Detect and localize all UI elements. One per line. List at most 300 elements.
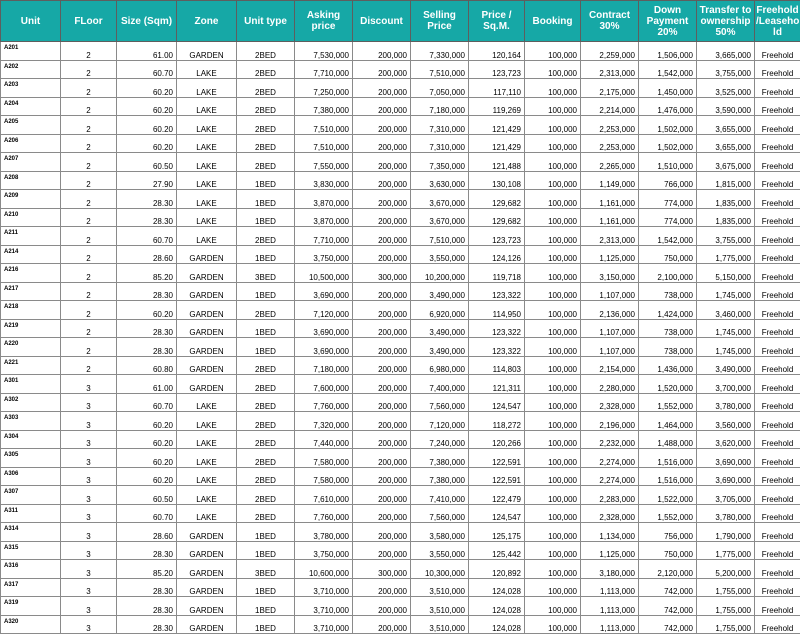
tenure-cell: Freehold	[755, 356, 800, 375]
table-row[interactable]	[1, 116, 800, 135]
asking-price-cell: 7,710,000	[295, 60, 353, 79]
asking-price-cell: 7,580,000	[295, 449, 353, 468]
down-payment-cell: 774,000	[639, 208, 697, 227]
table-row[interactable]	[1, 282, 800, 301]
booking-cell: 100,000	[525, 597, 581, 616]
table-row[interactable]	[1, 338, 800, 357]
transfer-cell: 3,675,000	[697, 153, 755, 172]
transfer-cell: 3,705,000	[697, 486, 755, 505]
zone-cell: LAKE	[177, 467, 237, 486]
down-payment-cell: 1,488,000	[639, 430, 697, 449]
unit-cell: A209	[1, 190, 61, 209]
contract-cell: 2,328,000	[581, 504, 639, 523]
contract-cell: 1,107,000	[581, 338, 639, 357]
table-row[interactable]	[1, 134, 800, 153]
tenure-cell: Freehold	[755, 301, 800, 320]
transfer-cell: 3,690,000	[697, 467, 755, 486]
floor-cell: 3	[61, 560, 117, 579]
unit-cell: A202	[1, 60, 61, 79]
unit-type-cell: 1BED	[237, 338, 295, 357]
booking-cell: 100,000	[525, 412, 581, 431]
asking-price-cell: 3,830,000	[295, 171, 353, 190]
zone-cell: GARDEN	[177, 523, 237, 542]
discount-cell: 200,000	[353, 412, 411, 431]
transfer-cell: 3,755,000	[697, 227, 755, 246]
floor-cell: 3	[61, 486, 117, 505]
floor-cell: 3	[61, 504, 117, 523]
transfer-cell: 3,655,000	[697, 134, 755, 153]
down-payment-cell: 1,502,000	[639, 116, 697, 135]
asking-price-cell: 3,710,000	[295, 615, 353, 634]
table-row[interactable]	[1, 79, 800, 98]
table-row[interactable]	[1, 97, 800, 116]
table-row[interactable]	[1, 319, 800, 338]
price-per-sqm-cell: 121,429	[469, 134, 525, 153]
down-payment-cell: 756,000	[639, 523, 697, 542]
price-per-sqm-cell: 120,266	[469, 430, 525, 449]
zone-cell: LAKE	[177, 486, 237, 505]
table-row[interactable]	[1, 560, 800, 579]
floor-cell: 3	[61, 375, 117, 394]
zone-cell: LAKE	[177, 153, 237, 172]
tenure-cell: Freehold	[755, 449, 800, 468]
selling-price-cell: 7,050,000	[411, 79, 469, 98]
transfer-cell: 1,755,000	[697, 597, 755, 616]
unit-cell: A307	[1, 486, 61, 505]
floor-cell: 2	[61, 79, 117, 98]
down-payment-cell: 738,000	[639, 338, 697, 357]
asking-price-cell: 7,760,000	[295, 504, 353, 523]
unit-type-cell: 2BED	[237, 116, 295, 135]
asking-price-cell: 7,380,000	[295, 97, 353, 116]
unit-type-cell: 1BED	[237, 597, 295, 616]
price-per-sqm-cell: 123,723	[469, 227, 525, 246]
selling-price-cell: 3,490,000	[411, 319, 469, 338]
size-cell: 60.20	[117, 467, 177, 486]
unit-type-cell: 2BED	[237, 412, 295, 431]
booking-cell: 100,000	[525, 467, 581, 486]
selling-price-cell: 7,560,000	[411, 504, 469, 523]
transfer-cell: 3,655,000	[697, 116, 755, 135]
selling-price-cell: 7,380,000	[411, 467, 469, 486]
unit-type-cell: 2BED	[237, 153, 295, 172]
zone-cell: GARDEN	[177, 245, 237, 264]
transfer-cell: 3,755,000	[697, 60, 755, 79]
contract-cell: 2,259,000	[581, 42, 639, 61]
tenure-cell: Freehold	[755, 319, 800, 338]
floor-cell: 2	[61, 282, 117, 301]
down-payment-cell: 1,424,000	[639, 301, 697, 320]
floor-cell: 2	[61, 356, 117, 375]
unit-cell: A315	[1, 541, 61, 560]
down-payment-cell: 750,000	[639, 245, 697, 264]
selling-price-cell: 3,490,000	[411, 282, 469, 301]
booking-cell: 100,000	[525, 375, 581, 394]
zone-cell: GARDEN	[177, 42, 237, 61]
tenure-cell: Freehold	[755, 486, 800, 505]
unit-cell: A205	[1, 116, 61, 135]
table-row[interactable]	[1, 449, 800, 468]
asking-price-cell: 3,870,000	[295, 190, 353, 209]
selling-price-cell: 3,510,000	[411, 615, 469, 634]
table-row[interactable]	[1, 615, 800, 634]
table-row[interactable]	[1, 264, 800, 283]
transfer-cell: 3,665,000	[697, 42, 755, 61]
transfer-cell: 1,745,000	[697, 338, 755, 357]
size-cell: 28.60	[117, 523, 177, 542]
header-unit-type[interactable]: Unit type	[237, 1, 295, 42]
asking-price-cell: 7,610,000	[295, 486, 353, 505]
down-payment-cell: 1,450,000	[639, 79, 697, 98]
unit-cell: A219	[1, 319, 61, 338]
down-payment-cell: 1,542,000	[639, 60, 697, 79]
discount-cell: 200,000	[353, 171, 411, 190]
table-row[interactable]	[1, 504, 800, 523]
contract-cell: 2,283,000	[581, 486, 639, 505]
unit-type-cell: 2BED	[237, 375, 295, 394]
zone-cell: LAKE	[177, 430, 237, 449]
booking-cell: 100,000	[525, 79, 581, 98]
contract-cell: 1,125,000	[581, 541, 639, 560]
contract-cell: 1,161,000	[581, 190, 639, 209]
tenure-cell: Freehold	[755, 338, 800, 357]
discount-cell: 200,000	[353, 79, 411, 98]
asking-price-cell: 7,510,000	[295, 134, 353, 153]
header-booking[interactable]: Booking	[525, 1, 581, 42]
discount-cell: 200,000	[353, 319, 411, 338]
header-price-per-sqm[interactable]: Price / Sq.M.	[469, 1, 525, 42]
table-row[interactable]	[1, 430, 800, 449]
table-row[interactable]	[1, 301, 800, 320]
unit-cell: A210	[1, 208, 61, 227]
asking-price-cell: 7,440,000	[295, 430, 353, 449]
floor-cell: 3	[61, 430, 117, 449]
contract-cell: 1,107,000	[581, 319, 639, 338]
size-cell: 27.90	[117, 171, 177, 190]
transfer-cell: 1,745,000	[697, 319, 755, 338]
header-zone[interactable]: Zone	[177, 1, 237, 42]
size-cell: 60.70	[117, 227, 177, 246]
transfer-cell: 3,780,000	[697, 393, 755, 412]
booking-cell: 100,000	[525, 430, 581, 449]
down-payment-cell: 1,520,000	[639, 375, 697, 394]
down-payment-cell: 1,464,000	[639, 412, 697, 431]
contract-cell: 2,274,000	[581, 467, 639, 486]
down-payment-cell: 750,000	[639, 541, 697, 560]
table-row[interactable]	[1, 356, 800, 375]
contract-cell: 2,274,000	[581, 449, 639, 468]
unit-cell: A306	[1, 467, 61, 486]
tenure-cell: Freehold	[755, 578, 800, 597]
tenure-cell: Freehold	[755, 282, 800, 301]
size-cell: 60.50	[117, 153, 177, 172]
table-row[interactable]	[1, 486, 800, 505]
transfer-cell: 3,590,000	[697, 97, 755, 116]
selling-price-cell: 10,300,000	[411, 560, 469, 579]
asking-price-cell: 3,780,000	[295, 523, 353, 542]
discount-cell: 200,000	[353, 338, 411, 357]
transfer-cell: 1,790,000	[697, 523, 755, 542]
zone-cell: GARDEN	[177, 282, 237, 301]
header-tenure[interactable]: Freehold /Leaseho ld	[755, 1, 800, 42]
booking-cell: 100,000	[525, 116, 581, 135]
header-down-payment[interactable]: Down Payment 20%	[639, 1, 697, 42]
size-cell: 60.70	[117, 504, 177, 523]
price-per-sqm-cell: 130,108	[469, 171, 525, 190]
booking-cell: 100,000	[525, 541, 581, 560]
transfer-cell: 1,745,000	[697, 282, 755, 301]
down-payment-cell: 742,000	[639, 578, 697, 597]
selling-price-cell: 7,380,000	[411, 449, 469, 468]
unit-cell: A314	[1, 523, 61, 542]
zone-cell: GARDEN	[177, 338, 237, 357]
header-transfer[interactable]: Transfer to ownership 50%	[697, 1, 755, 42]
price-per-sqm-cell: 123,723	[469, 60, 525, 79]
down-payment-cell: 1,516,000	[639, 467, 697, 486]
selling-price-cell: 7,560,000	[411, 393, 469, 412]
size-cell: 60.20	[117, 79, 177, 98]
booking-cell: 100,000	[525, 319, 581, 338]
unit-type-cell: 2BED	[237, 467, 295, 486]
selling-price-cell: 3,490,000	[411, 338, 469, 357]
zone-cell: LAKE	[177, 504, 237, 523]
discount-cell: 200,000	[353, 375, 411, 394]
tenure-cell: Freehold	[755, 208, 800, 227]
booking-cell: 100,000	[525, 560, 581, 579]
price-per-sqm-cell: 129,682	[469, 208, 525, 227]
header-selling-price[interactable]: Selling Price	[411, 1, 469, 42]
discount-cell: 200,000	[353, 97, 411, 116]
contract-cell: 2,214,000	[581, 97, 639, 116]
selling-price-cell: 10,200,000	[411, 264, 469, 283]
header-asking-price[interactable]: Asking price	[295, 1, 353, 42]
contract-cell: 2,175,000	[581, 79, 639, 98]
discount-cell: 200,000	[353, 504, 411, 523]
tenure-cell: Freehold	[755, 541, 800, 560]
size-cell: 60.20	[117, 134, 177, 153]
floor-cell: 2	[61, 245, 117, 264]
price-per-sqm-cell: 122,591	[469, 467, 525, 486]
tenure-cell: Freehold	[755, 504, 800, 523]
selling-price-cell: 3,670,000	[411, 208, 469, 227]
floor-cell: 2	[61, 116, 117, 135]
zone-cell: LAKE	[177, 171, 237, 190]
size-cell: 60.20	[117, 301, 177, 320]
unit-type-cell: 1BED	[237, 245, 295, 264]
floor-cell: 3	[61, 393, 117, 412]
zone-cell: GARDEN	[177, 319, 237, 338]
size-cell: 60.80	[117, 356, 177, 375]
contract-cell: 2,313,000	[581, 227, 639, 246]
tenure-cell: Freehold	[755, 79, 800, 98]
floor-cell: 2	[61, 264, 117, 283]
zone-cell: LAKE	[177, 79, 237, 98]
asking-price-cell: 7,320,000	[295, 412, 353, 431]
tenure-cell: Freehold	[755, 393, 800, 412]
table-row[interactable]	[1, 541, 800, 560]
selling-price-cell: 7,120,000	[411, 412, 469, 431]
contract-cell: 2,196,000	[581, 412, 639, 431]
tenure-cell: Freehold	[755, 116, 800, 135]
unit-cell: A218	[1, 301, 61, 320]
table-row[interactable]	[1, 375, 800, 394]
tenure-cell: Freehold	[755, 430, 800, 449]
transfer-cell: 1,755,000	[697, 615, 755, 634]
asking-price-cell: 7,250,000	[295, 79, 353, 98]
unit-cell: A206	[1, 134, 61, 153]
asking-price-cell: 3,870,000	[295, 208, 353, 227]
selling-price-cell: 7,410,000	[411, 486, 469, 505]
tenure-cell: Freehold	[755, 227, 800, 246]
booking-cell: 100,000	[525, 338, 581, 357]
unit-cell: A317	[1, 578, 61, 597]
zone-cell: LAKE	[177, 412, 237, 431]
zone-cell: GARDEN	[177, 301, 237, 320]
unit-cell: A203	[1, 79, 61, 98]
table-row[interactable]	[1, 597, 800, 616]
contract-cell: 1,113,000	[581, 578, 639, 597]
table-row[interactable]	[1, 190, 800, 209]
asking-price-cell: 3,750,000	[295, 541, 353, 560]
tenure-cell: Freehold	[755, 560, 800, 579]
size-cell: 28.30	[117, 190, 177, 209]
transfer-cell: 3,780,000	[697, 504, 755, 523]
tenure-cell: Freehold	[755, 190, 800, 209]
size-cell: 60.70	[117, 60, 177, 79]
price-per-sqm-cell: 122,591	[469, 449, 525, 468]
unit-type-cell: 2BED	[237, 430, 295, 449]
booking-cell: 100,000	[525, 245, 581, 264]
contract-cell: 2,328,000	[581, 393, 639, 412]
transfer-cell: 3,700,000	[697, 375, 755, 394]
unit-type-cell: 2BED	[237, 449, 295, 468]
discount-cell: 200,000	[353, 208, 411, 227]
unit-type-cell: 1BED	[237, 615, 295, 634]
discount-cell: 300,000	[353, 560, 411, 579]
table-row[interactable]	[1, 60, 800, 79]
size-cell: 28.30	[117, 541, 177, 560]
table-row[interactable]	[1, 208, 800, 227]
floor-cell: 2	[61, 42, 117, 61]
contract-cell: 2,154,000	[581, 356, 639, 375]
price-per-sqm-cell: 124,028	[469, 597, 525, 616]
booking-cell: 100,000	[525, 153, 581, 172]
tenure-cell: Freehold	[755, 171, 800, 190]
table-row[interactable]	[1, 523, 800, 542]
booking-cell: 100,000	[525, 356, 581, 375]
header-size[interactable]: Size (Sqm)	[117, 1, 177, 42]
down-payment-cell: 1,552,000	[639, 504, 697, 523]
contract-cell: 2,313,000	[581, 60, 639, 79]
asking-price-cell: 7,760,000	[295, 393, 353, 412]
price-per-sqm-cell: 114,950	[469, 301, 525, 320]
tenure-cell: Freehold	[755, 97, 800, 116]
table-row[interactable]	[1, 227, 800, 246]
tenure-cell: Freehold	[755, 60, 800, 79]
selling-price-cell: 7,310,000	[411, 116, 469, 135]
header-floor[interactable]: FLoor	[61, 1, 117, 42]
unit-cell: A305	[1, 449, 61, 468]
selling-price-cell: 7,510,000	[411, 60, 469, 79]
zone-cell: GARDEN	[177, 615, 237, 634]
transfer-cell: 1,835,000	[697, 208, 755, 227]
table-row[interactable]	[1, 578, 800, 597]
booking-cell: 100,000	[525, 208, 581, 227]
price-per-sqm-cell: 121,311	[469, 375, 525, 394]
size-cell: 61.00	[117, 42, 177, 61]
size-cell: 85.20	[117, 264, 177, 283]
header-discount[interactable]: Discount	[353, 1, 411, 42]
size-cell: 60.20	[117, 449, 177, 468]
asking-price-cell: 3,690,000	[295, 338, 353, 357]
table-row[interactable]	[1, 393, 800, 412]
unit-type-cell: 2BED	[237, 356, 295, 375]
unit-cell: A302	[1, 393, 61, 412]
price-per-sqm-cell: 119,269	[469, 97, 525, 116]
table-row[interactable]	[1, 42, 800, 61]
zone-cell: LAKE	[177, 227, 237, 246]
table-row[interactable]	[1, 153, 800, 172]
size-cell: 28.60	[117, 245, 177, 264]
transfer-cell: 3,460,000	[697, 301, 755, 320]
header-contract[interactable]: Contract 30%	[581, 1, 639, 42]
price-per-sqm-cell: 129,682	[469, 190, 525, 209]
tenure-cell: Freehold	[755, 412, 800, 431]
unit-type-cell: 1BED	[237, 319, 295, 338]
booking-cell: 100,000	[525, 523, 581, 542]
floor-cell: 2	[61, 153, 117, 172]
transfer-cell: 3,690,000	[697, 449, 755, 468]
unit-cell: A316	[1, 560, 61, 579]
zone-cell: GARDEN	[177, 541, 237, 560]
zone-cell: LAKE	[177, 97, 237, 116]
unit-cell: A214	[1, 245, 61, 264]
price-per-sqm-cell: 123,322	[469, 282, 525, 301]
transfer-cell: 5,200,000	[697, 560, 755, 579]
selling-price-cell: 3,550,000	[411, 541, 469, 560]
floor-cell: 2	[61, 208, 117, 227]
table-row[interactable]	[1, 412, 800, 431]
size-cell: 28.30	[117, 597, 177, 616]
size-cell: 28.30	[117, 578, 177, 597]
booking-cell: 100,000	[525, 227, 581, 246]
tenure-cell: Freehold	[755, 264, 800, 283]
table-body	[1, 42, 800, 634]
transfer-cell: 1,775,000	[697, 245, 755, 264]
zone-cell: LAKE	[177, 208, 237, 227]
floor-cell: 3	[61, 467, 117, 486]
selling-price-cell: 7,350,000	[411, 153, 469, 172]
zone-cell: GARDEN	[177, 356, 237, 375]
header-unit[interactable]: Unit	[1, 1, 61, 42]
table-row[interactable]	[1, 245, 800, 264]
contract-cell: 2,136,000	[581, 301, 639, 320]
unit-cell: A204	[1, 97, 61, 116]
selling-price-cell: 3,550,000	[411, 245, 469, 264]
unit-type-cell: 1BED	[237, 190, 295, 209]
table-row[interactable]	[1, 467, 800, 486]
down-payment-cell: 1,436,000	[639, 356, 697, 375]
contract-cell: 2,280,000	[581, 375, 639, 394]
tenure-cell: Freehold	[755, 615, 800, 634]
contract-cell: 1,134,000	[581, 523, 639, 542]
size-cell: 85.20	[117, 560, 177, 579]
asking-price-cell: 7,180,000	[295, 356, 353, 375]
zone-cell: GARDEN	[177, 578, 237, 597]
discount-cell: 200,000	[353, 356, 411, 375]
tenure-cell: Freehold	[755, 134, 800, 153]
table-row[interactable]	[1, 171, 800, 190]
